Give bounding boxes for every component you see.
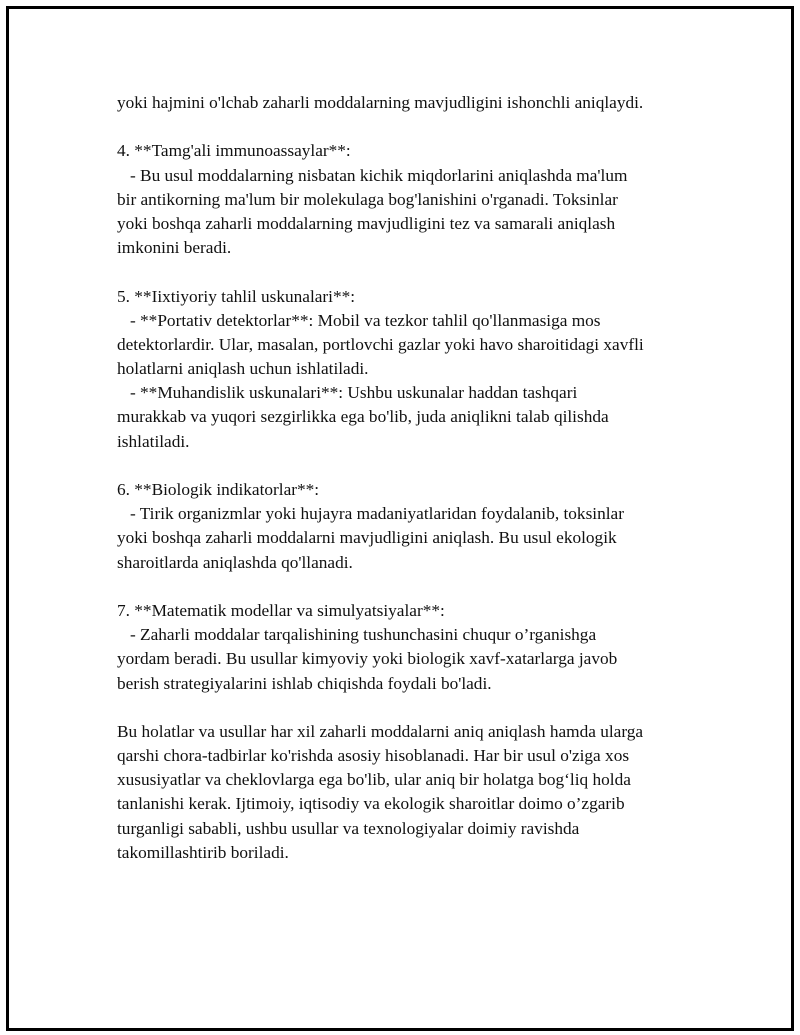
text-line: - **Portativ detektorlar**: Mobil va tezkor tahlil qo'llanmasiga mos [117, 310, 601, 330]
text-line: murakkab va yuqori sezgirlikka ega bo'lib, juda aniqlikni talab qilishda [117, 407, 609, 427]
text-line: takomillashtirib boriladi. [117, 842, 289, 862]
text-line: - **Muhandislik uskunalari**: Ushbu uskunalar haddan tashqari [117, 383, 578, 403]
text-line: yoki boshqa zaharli moddalarning mavjudligini tez va samarali aniqlash [117, 213, 616, 233]
list-item-heading: 7. **Matematik modellar va simulyatsiyalar**: [117, 600, 445, 620]
list-item-heading: 5. **Iixtiyoriy tahlil uskunalari**: [117, 286, 356, 306]
list-item-heading: 4. **Tamg'ali immunoassaylar**: [117, 141, 351, 161]
text-line: ishlatiladi. [117, 431, 190, 451]
text-line: qarshi chora-tadbirlar ko'rishda asosiy hisoblanadi. Har bir usul o'ziga xos [117, 746, 630, 766]
paragraph-item-7 [117, 599, 697, 696]
paragraph-item-6 [117, 478, 697, 575]
list-item-heading: 6. **Biologik indikatorlar**: [117, 480, 320, 499]
text-line: yordam beradi. Bu usullar kimyoviy yoki biologik xavf-xatarlarga javob [117, 649, 618, 669]
text-line: imkonini beradi. [117, 238, 232, 258]
text-line: yoki boshqa zaharli moddalarni mavjudligini aniqlash. Bu usul ekologik [117, 528, 617, 548]
text-line: turganligi sababli, ushbu usullar va texnologiyalar doimiy ravishda [117, 818, 580, 838]
text-line: berish strategiyalarini ishlab chiqishda foydali bo'ladi. [117, 673, 492, 693]
paragraph-conclusion [117, 720, 697, 865]
text-line: holatlarni aniqlash uchun ishlatiladi. [117, 359, 369, 379]
text-line: Bu holatlar va usullar har xil zaharli moddalarni aniq aniqlash hamda ularga [117, 721, 644, 741]
text-line: yoki hajmini o'lchab zaharli moddalarning mavjudligini ishonchli aniqlaydi. [117, 93, 644, 112]
paragraph-intro-continuation [117, 91, 697, 115]
text-line: - Bu usul moddalarning nisbatan kichik miqdorlarini aniqlashda ma'lum [117, 165, 628, 185]
text-line: - Tirik organizmlar yoki hujayra madaniyatlaridan foydalanib, toksinlar [117, 504, 624, 524]
text-line: detektorlardir. Ular, masalan, portlovchi gazlar yoki havo sharoitidagi xavfli [117, 334, 644, 354]
paragraph-item-5 [117, 285, 697, 454]
text-line: xususiyatlar va cheklovlarga ega bo'lib, ular aniq bir holatga bog‘liq holda [117, 770, 631, 790]
text-line: - Zaharli moddalar tarqalishining tushunchasini chuqur o’rganishga [117, 625, 597, 645]
document-body [117, 91, 697, 865]
text-line: bir antikorning ma'lum bir molekulaga bog'lanishini o'rganadi. Toksinlar [117, 189, 618, 209]
paragraph-item-4 [117, 139, 697, 260]
text-line: tanlanishi kerak. Ijtimoiy, iqtisodiy va ekologik sharoitlar doimo o’zgarib [117, 794, 625, 814]
text-line: sharoitlarda aniqlashda qo'llanadi. [117, 552, 353, 572]
